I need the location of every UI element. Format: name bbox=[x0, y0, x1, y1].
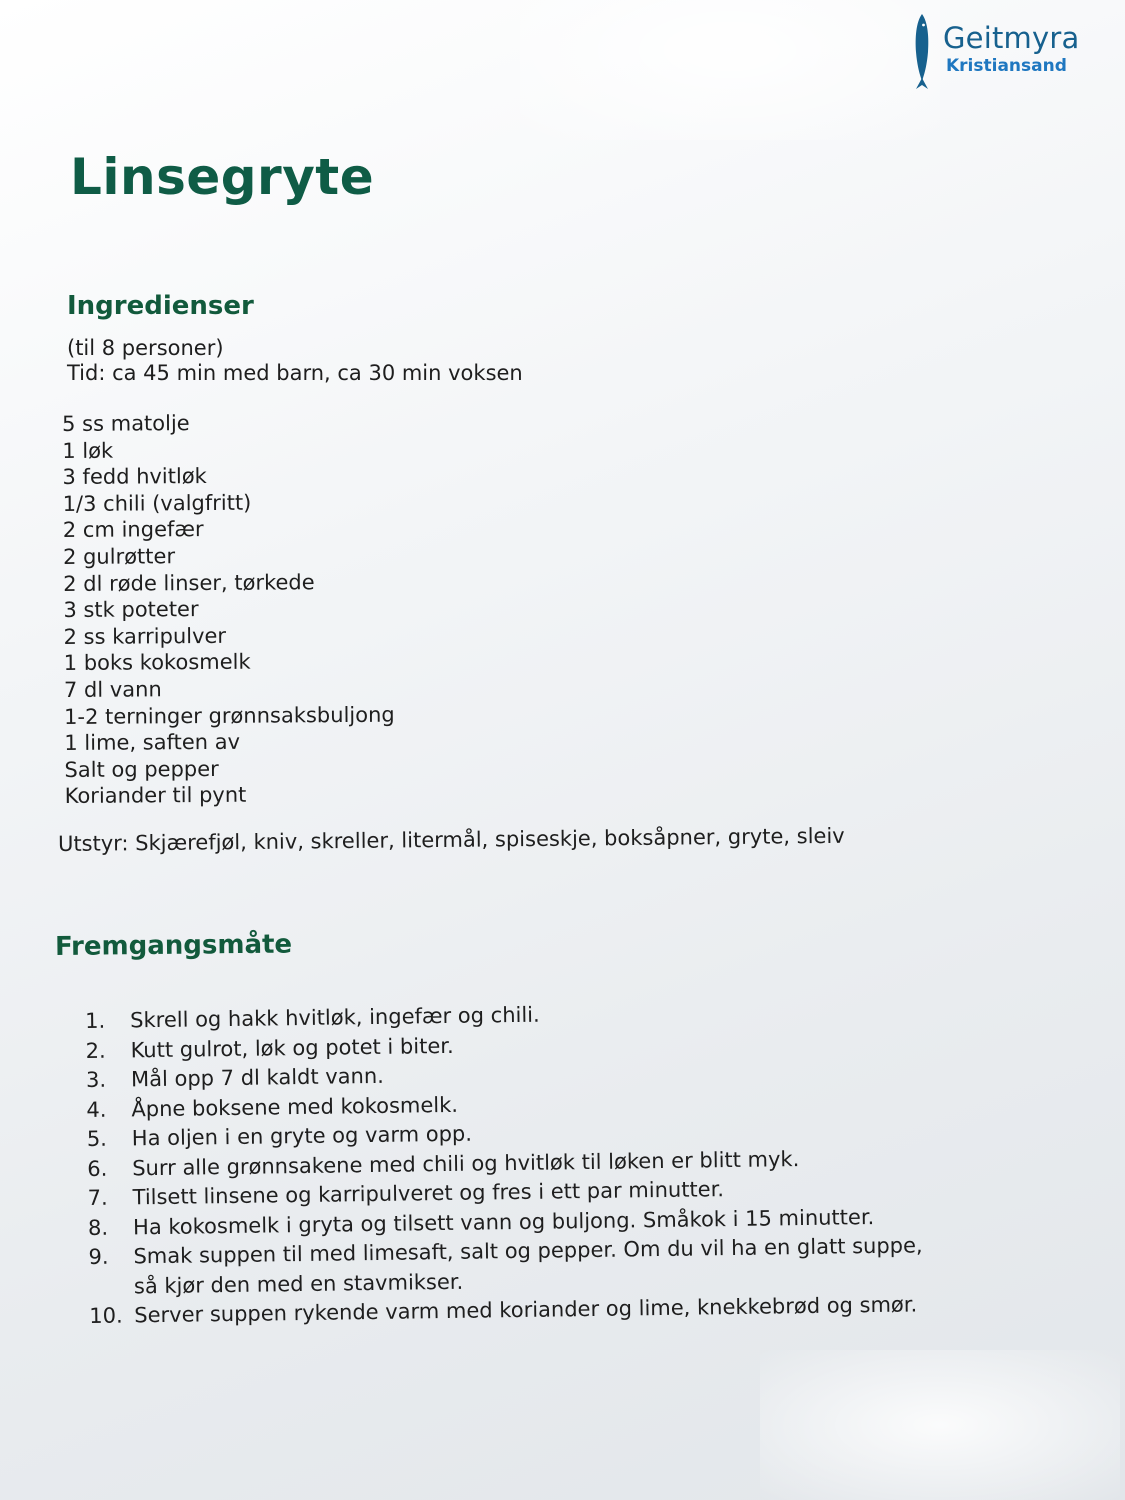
light-glare bbox=[520, 0, 940, 140]
method-heading: Fremgangsmåte bbox=[54, 929, 293, 962]
ingredient-item: Koriander til pynt bbox=[64, 783, 247, 809]
ingredient-item: 7 dl vann bbox=[63, 677, 162, 702]
recipe-title: Linsegryte bbox=[70, 148, 375, 206]
step-text: Mål opp 7 dl kaldt vann. bbox=[130, 1063, 385, 1092]
brand-name: Geitmyra bbox=[943, 21, 1080, 55]
step-text: Ha kokosmelk i gryta og tilsett vann og buljong. Småkok i 15 minutter. bbox=[132, 1204, 875, 1239]
time-text: Tid: ca 45 min med barn, ca 30 min voksen bbox=[67, 361, 523, 385]
step-number: 9. bbox=[88, 1244, 109, 1269]
ingredients-heading: Ingredienser bbox=[67, 291, 254, 321]
step-number: 2. bbox=[85, 1038, 106, 1063]
light-glare bbox=[760, 1350, 1120, 1500]
step-number: 10. bbox=[89, 1303, 123, 1328]
fish-icon bbox=[912, 12, 932, 90]
ingredient-item: 1 løk bbox=[62, 438, 114, 463]
step-text: Ha oljen i en gryte og varm opp. bbox=[131, 1121, 473, 1151]
ingredient-item: 2 dl røde linser, tørkede bbox=[63, 569, 315, 596]
brand-location: Kristiansand bbox=[946, 56, 1067, 76]
brand-logo bbox=[912, 12, 1102, 92]
step-text: Surr alle grønnsakene med chili og hvitløk til løken er blitt myk. bbox=[132, 1146, 800, 1180]
step-text: Skrell og hakk hvitløk, ingefær og chili. bbox=[130, 1002, 540, 1033]
ingredient-item: 5 ss matolje bbox=[62, 411, 190, 436]
step-text: Kutt gulrot, løk og potet i biter. bbox=[130, 1033, 454, 1062]
ingredient-item: Salt og pepper bbox=[64, 756, 219, 782]
ingredient-item: 2 gulrøtter bbox=[62, 544, 176, 569]
step-number: 8. bbox=[87, 1215, 109, 1240]
recipe-meta bbox=[67, 336, 523, 386]
ingredient-item: 3 fedd hvitløk bbox=[62, 464, 207, 490]
step-text: Åpne boksene med kokosmelk. bbox=[131, 1092, 459, 1121]
step-text: Server suppen rykende varm med koriander og lime, knekkebrød og smør. bbox=[134, 1292, 918, 1328]
ingredient-item: 1 lime, saften av bbox=[64, 729, 241, 756]
step-number: 5. bbox=[86, 1126, 108, 1151]
ingredient-item: 1 boks kokosmelk bbox=[63, 650, 251, 676]
step-number: 4. bbox=[86, 1097, 107, 1122]
ingredient-item: 1-2 terninger grønnsaksbuljong bbox=[64, 702, 395, 729]
ingredient-item: 2 ss karripulver bbox=[63, 623, 227, 649]
step-number: 3. bbox=[85, 1067, 107, 1092]
step-number: 1. bbox=[85, 1008, 106, 1033]
step-text-continuation: så kjør den med en stavmikser. bbox=[133, 1269, 464, 1298]
step-text: Tilsett linsene og karripulveret og fres i ett par minutter. bbox=[132, 1177, 725, 1210]
equipment-text: Utstyr: Skjærefjøl, kniv, skreller, litermål, spiseskje, boksåpner, gryte, sleiv bbox=[57, 823, 845, 856]
step-text: Smak suppen til med limesaft, salt og pepper. Om du vil ha en glatt suppe, bbox=[133, 1233, 923, 1269]
ingredient-item: 3 stk poteter bbox=[63, 597, 199, 623]
servings-text: (til 8 personer) bbox=[67, 336, 224, 360]
ingredient-list bbox=[62, 409, 395, 810]
step-number: 6. bbox=[87, 1156, 108, 1181]
ingredient-item: 1/3 chili (valgfritt) bbox=[62, 490, 252, 516]
method-steps bbox=[85, 995, 924, 1331]
step-number: 7. bbox=[87, 1185, 108, 1210]
ingredient-item: 2 cm ingefær bbox=[62, 517, 204, 543]
